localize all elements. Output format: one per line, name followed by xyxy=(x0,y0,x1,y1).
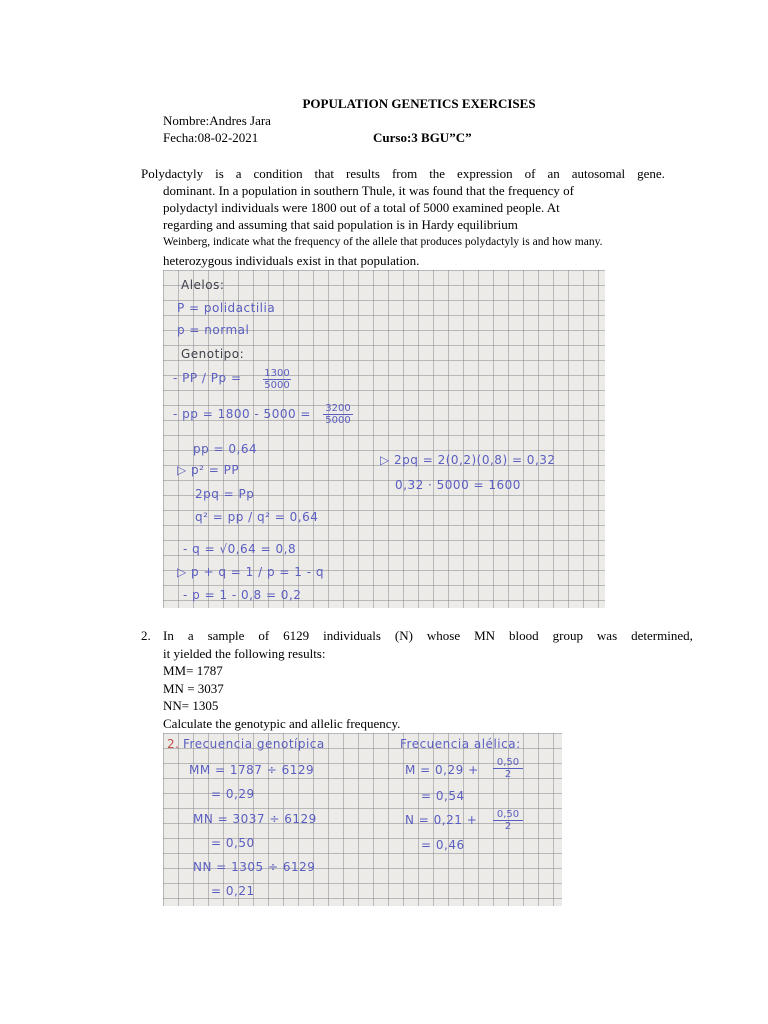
hw-mn-res: = 0,50 xyxy=(211,836,255,850)
hw-mm-eq: MM = 1787 ÷ 6129 xyxy=(189,763,315,777)
q2-line-1-word: In xyxy=(163,628,174,643)
hw-fraction-1: $\frac{1300}{5000}$ xyxy=(264,368,290,391)
q1-line-1-word: that xyxy=(314,166,335,181)
q2-mm: MM= 1787 xyxy=(163,663,223,678)
q1-line-1-word: gene. xyxy=(637,166,665,181)
hw-allele-p-small: p = normal xyxy=(177,323,250,337)
q2-line-1-word: individuals xyxy=(323,628,381,643)
hw-n-eq: N = 0,21 + xyxy=(405,813,478,827)
q2-line-1-word: was xyxy=(596,628,618,643)
q2-first-line xyxy=(163,627,693,644)
hw-nn-eq: NN = 1305 ÷ 6129 xyxy=(193,860,316,874)
hw-m-eq: M = 0,29 + xyxy=(405,763,479,777)
q1-line-1-word: the xyxy=(429,166,446,181)
hw-alelos: Alelos: xyxy=(181,278,225,292)
hw-n-res: = 0,46 xyxy=(421,838,465,852)
hw-sum: ▷ p + q = 1 / p = 1 - q xyxy=(177,565,324,579)
q2-line-1-word: a xyxy=(187,628,194,643)
q2-mn: MN = 3037 xyxy=(163,681,224,696)
document-title: POPULATION GENETICS EXERCISES xyxy=(302,96,536,111)
hw-nn-res: = 0,21 xyxy=(211,884,255,898)
hw-m-res: = 0,54 xyxy=(421,789,465,803)
q1-first-line xyxy=(141,165,665,182)
hw-p-squared: ▷ p² = PP xyxy=(177,463,240,477)
hw-p-value: - p = 1 - 0,8 = 0,2 xyxy=(183,588,302,602)
q1-line-1-word: autosomal xyxy=(571,166,626,181)
student-name: Nombre:Andres Jara xyxy=(163,113,271,128)
q2-line-1-word: blood xyxy=(509,628,539,643)
q2-line-2: it yielded the following results: xyxy=(163,646,326,661)
hw-pp-value: pp = 0,64 xyxy=(193,442,258,456)
q2-line-1-word: 6129 xyxy=(283,628,310,643)
hw-heterozygote-freq: ▷ 2pq = 2(0,2)(0,8) = 0,32 xyxy=(380,453,556,467)
hw-sqrt: - q = √0,64 = 0,8 xyxy=(183,542,297,556)
q2-line-1-word: sample xyxy=(207,628,245,643)
hw-2pq: 2pq = Pp xyxy=(195,487,255,501)
hw-pp-difference: - pp = 1800 - 5000 = xyxy=(173,407,311,421)
q1-line-1-word: Polydactyly xyxy=(141,166,204,181)
q1-line-1-word: condition xyxy=(253,166,303,181)
q2-number: 2. xyxy=(141,628,151,643)
hw-allele-p-big: P = polidactilia xyxy=(177,301,276,315)
q2-line-1-word: (N) xyxy=(394,628,413,643)
q1-line-1-word: expression xyxy=(457,166,513,181)
hw-genotipo: Genotipo: xyxy=(181,347,245,361)
hw-mn-eq: MN = 3037 ÷ 6129 xyxy=(193,812,317,826)
q1-line-5: Weinberg, indicate what the frequency of the allele that produces polydactyly is and how many. xyxy=(163,236,603,248)
q2-line-1-word: group xyxy=(552,628,583,643)
q1-line-1-word: of xyxy=(524,166,536,181)
handwritten-solution-photo-2 xyxy=(163,733,562,906)
hw-q-squared: q² = pp / q² = 0,64 xyxy=(195,510,319,524)
q1-line-1-word: is xyxy=(215,166,224,181)
q2-line-1-word: of xyxy=(258,628,270,643)
q1-line-1-word: from xyxy=(391,166,418,181)
handwritten-solution-photo-1 xyxy=(163,270,605,608)
hw-number-2: 2. xyxy=(167,737,180,751)
q2-line-1-word: MN xyxy=(474,628,496,643)
hw-pp-ratio: - PP / Pp = xyxy=(173,371,242,385)
q1-line-1-word: results xyxy=(346,166,380,181)
hw-fraction-2: $\frac{3200}{5000}$ xyxy=(323,403,353,426)
q1-line-1-word: a xyxy=(235,166,242,181)
hw-m-fraction: $\frac{0,50}{2}$ xyxy=(493,757,523,780)
q2-line-1-word: whose xyxy=(426,628,461,643)
q1-line-4: regarding and assuming that said population is in Hardy equilibrium xyxy=(163,217,518,232)
q1-line-3: polydactyl individuals were 1800 out of a total of 5000 examined people. At xyxy=(163,200,560,215)
q2-instruction: Calculate the genotypic and allelic frequency. xyxy=(163,716,401,731)
date: Fecha:08-02-2021 xyxy=(163,130,259,145)
q1-line-2: dominant. In a population in southern Thule, it was found that the frequency of xyxy=(163,183,574,198)
q1-line-1-word: an xyxy=(547,166,560,181)
q2-line-1-word: determined, xyxy=(631,628,693,643)
hw-genotypic-title: Frecuencia genotípica xyxy=(183,737,325,751)
q1-line-6: heterozygous individuals exist in that population. xyxy=(163,253,420,268)
hw-heterozygote-count: 0,32 · 5000 = 1600 xyxy=(395,478,521,492)
hw-mm-res: = 0,29 xyxy=(211,787,255,801)
course: Curso:3 BGU”C” xyxy=(373,130,472,145)
q2-nn: NN= 1305 xyxy=(163,698,219,713)
hw-n-fraction: $\frac{0,50}{2}$ xyxy=(493,809,523,832)
hw-allelic-title: Frecuencia alélica: xyxy=(400,737,521,751)
